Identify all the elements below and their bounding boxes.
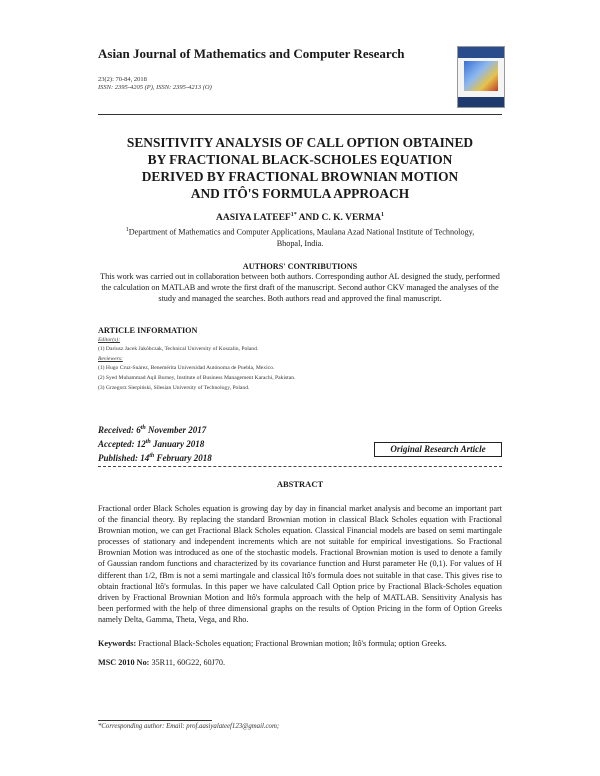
msc-text: 35R11, 60G22, 60J70. [149,658,226,667]
msc-codes [98,658,502,667]
journal-cover-image [457,46,505,108]
affiliation-mark: 1 [125,227,129,233]
author-name: C. K. VERMA [321,213,381,224]
abstract-heading: ABSTRACT [276,479,324,489]
abstract-text: Fractional order Black Scholes equation is growing day by day in financial market analysis and become an important part of the financial theory. By replacing the standard Brownian motion in classical Black Scholes equation with Fractional Brownian motion, we can get Fractional Black Scholes equation. Classical Financial models are based on semi martingale processes of stationary and independent increments which are not suitable for empirical investigations. So Fractional Brownian Motion was introduced as one of the stochastic models. Fractional Brownian motion is used to denote a family of Gaussian random functions and characterized by its covariance function and Hurst parameter He (0,1). For values of H different than 1/2, fBm is not a semi martingale and classical Itô's formula does not suitable in that case. This gives rise to obtain fractional Itô's formulas. In this paper we have calculated Call Option price by Fractional Black-Scholes equation driven by Fractional Brownian Motion and Itô's formula approach with the help of MATLAB. Sensitivity Analysis has been performed with the help of three dimensional graphs on the results of Option Pricing in the form of Option Greeks namely Delta, Gamma, Theta, Vega, and Rho. [98,504,502,624]
corresponding-author-footnote: *Corresponding author: Email: prof.aasiyalateef123@gmail.com; [98,723,280,730]
article-title [98,134,502,202]
cover-band [458,47,504,58]
issn-line: ISSN: 2395-4205 (P), ISSN: 2395-4213 (O) [98,84,212,91]
footnote-divider [98,720,212,721]
editor-label: Editor(s): [98,337,121,343]
title-line: AND ITÔ'S FORMULA APPROACH [190,186,410,201]
author-join: AND [296,213,322,224]
article-type-badge: Original Research Article [374,442,502,457]
journal-volume-info [98,76,212,92]
publication-dates [98,422,212,464]
contributions-heading: AUTHORS' CONTRIBUTIONS [242,262,358,271]
affiliation [98,225,502,249]
affiliation-line: Bhopal, India. [276,238,324,248]
cover-graphic [464,61,498,91]
section-divider [98,466,502,467]
accepted-date: Accepted: 12th January 2018 [98,439,205,449]
keywords-label: Keywords: [98,639,137,648]
reviewer-entry: (3) Grzegorz Sierpiński, Silesian University of Technology, Poland. [98,385,250,391]
msc-label: MSC 2010 No: [98,658,150,667]
cover-footer [458,97,504,107]
author-name: AASIYA LATEEF [216,213,291,224]
article-info-heading: ARTICLE INFORMATION [98,326,198,335]
title-line: SENSITIVITY ANALYSIS OF CALL OPTION OBTAINED [126,135,474,150]
author-marks: 1* [290,212,297,218]
author-list [98,212,502,223]
journal-title: Asian Journal of Mathematics and Computer Research [98,46,405,61]
editor-entry: (1) Dariusz Jacek Jakóbczak, Technical University of Koszalin, Poland. [98,346,259,352]
reviewers-label: Reviewers: [98,356,123,362]
reviewer-entry: (2) Syed Muhammad Aqil Burney, Institute of Business Management Karachi, Pakistan. [98,375,296,381]
header-divider [98,114,502,115]
title-line: BY FRACTIONAL BLACK-SCHOLES EQUATION [147,152,453,167]
contributions-text: This work was carried out in collaboration between both authors. Corresponding author AL designed the study, performed the calculation on MATLAB and wrote the first draft of the manuscript. Second author CKV managed the analyses of the study and managed the searches. Both authors read and approved the final manuscript. [100,272,500,303]
received-date: Received: 6th November 2017 [98,425,207,435]
reviewer-entry: (1) Hugo Cruz-Suárez, Benemérita Universidad Autónoma de Puebla, Mexico. [98,365,275,371]
volume-line: 23(2): 70-84, 2018 [98,76,147,83]
published-date: Published: 14th February 2018 [98,453,212,463]
keywords-text: Fractional Black-Scholes equation; Fractional Brownian motion; Itô's formula; option Greeks. [136,639,447,648]
affiliation-line: Department of Mathematics and Computer Applications, Maulana Azad National Institute of Technology, [128,227,475,237]
author-marks: 1 [381,212,384,218]
title-line: DERIVED BY FRACTIONAL BROWNIAN MOTION [141,169,459,184]
keywords [98,639,502,648]
